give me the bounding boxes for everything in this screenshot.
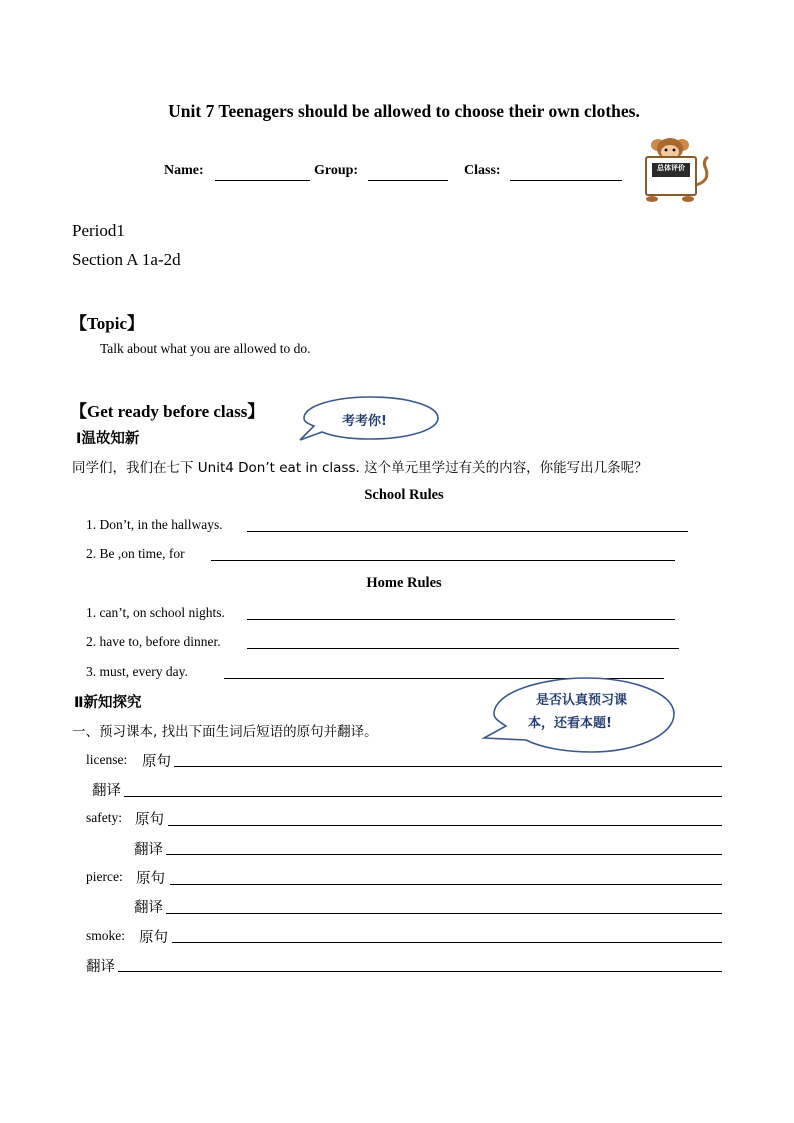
answer-line[interactable]	[118, 971, 722, 972]
group-field[interactable]	[368, 180, 448, 181]
get-ready-heading: 【Get ready before class】	[70, 402, 265, 421]
name-label: Name:	[164, 163, 204, 178]
answer-line[interactable]	[172, 942, 722, 943]
orig-label: 原句	[136, 871, 165, 887]
bubble-line-1: 是否认真预习课	[536, 693, 628, 708]
period-label: Period1	[72, 221, 125, 240]
home-rule-item: 1. can’t, on school nights.	[86, 605, 225, 620]
trans-label: 翻译	[134, 842, 163, 858]
badge-text: 总体评价	[657, 164, 685, 172]
home-rule-item: 3. must, every day.	[86, 664, 188, 679]
topic-heading: 【Topic】	[70, 314, 145, 333]
part1-intro: 同学们，我们在七下 Unit4 Don’t eat in class. 这个单元里学过有关的内容，你能写出几条呢？	[72, 460, 648, 476]
orig-label: 原句	[142, 754, 171, 770]
trans-label: 翻译	[86, 959, 115, 975]
class-label: Class:	[464, 163, 501, 178]
trans-label: 翻译	[92, 783, 121, 799]
trans-label: 翻译	[134, 900, 163, 916]
answer-line[interactable]	[211, 560, 675, 561]
orig-label: 原句	[135, 812, 164, 828]
answer-line[interactable]	[247, 531, 688, 532]
class-field[interactable]	[510, 180, 622, 181]
answer-line[interactable]	[124, 796, 722, 797]
part1-heading: Ⅰ温故知新	[76, 431, 140, 447]
vocab-word: pierce:	[86, 869, 123, 884]
section-label: Section A 1a-2d	[72, 250, 181, 269]
answer-line[interactable]	[247, 619, 675, 620]
page-title: Unit 7 Teenagers should be allowed to choose their own clothes.	[168, 101, 640, 121]
answer-line[interactable]	[168, 825, 722, 826]
answer-line[interactable]	[166, 913, 722, 914]
home-rule-item: 2. have to, before dinner.	[86, 634, 221, 649]
vocab-word: smoke:	[86, 928, 125, 943]
bubble-line-2: 本，还看本题!	[528, 716, 612, 731]
school-rule-item: 1. Don’t, in the hallways.	[86, 517, 223, 532]
group-label: Group:	[314, 163, 359, 178]
answer-line[interactable]	[247, 648, 679, 649]
vocab-word: license:	[86, 752, 128, 767]
answer-line[interactable]	[166, 854, 722, 855]
task1-text: 一、预习课本, 找出下面生词后短语的原句并翻译。	[72, 724, 378, 740]
answer-line[interactable]	[174, 766, 722, 767]
bubble-kaokaoni: 考考你!	[342, 414, 387, 429]
orig-label: 原句	[139, 930, 168, 946]
vocab-word: safety:	[86, 810, 122, 825]
school-rules-heading: School Rules	[364, 487, 444, 503]
school-rule-item: 2. Be ,on time, for	[86, 546, 185, 561]
home-rules-heading: Home Rules	[366, 575, 442, 591]
answer-line[interactable]	[170, 884, 722, 885]
name-field[interactable]	[215, 180, 310, 181]
part2-heading: Ⅱ新知探究	[74, 695, 142, 711]
topic-text: Talk about what you are allowed to do.	[100, 341, 311, 356]
